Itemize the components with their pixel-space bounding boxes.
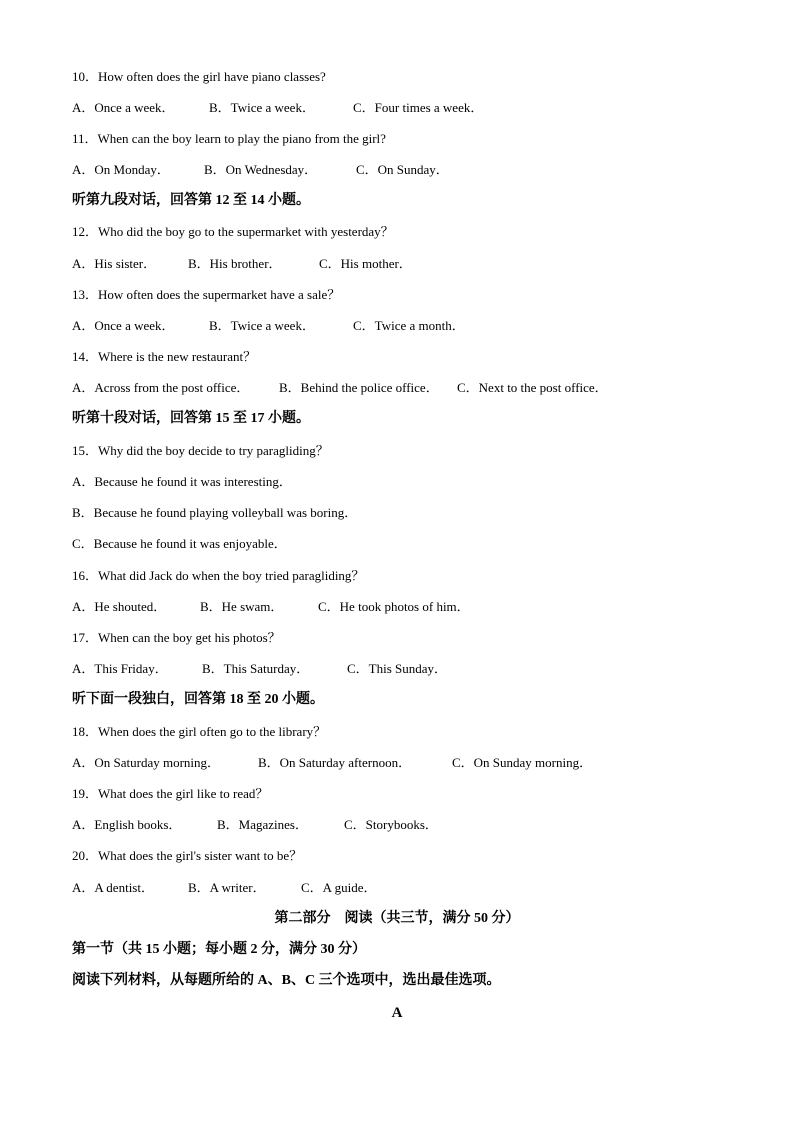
option-a: A．This Friday． xyxy=(72,661,168,676)
question-20: 20．What does the girl's sister want to be？ xyxy=(72,848,303,863)
option-b: B．On Wednesday． xyxy=(204,162,318,177)
option-c: C．Storybooks． xyxy=(344,817,438,832)
question-10: 10．How often does the girl have piano classes? xyxy=(72,69,326,84)
option-b: B．His brother． xyxy=(188,256,282,271)
question-15-option-b: B．Because he found playing volleyball was boring． xyxy=(72,505,358,520)
question-16: 16．What did Jack do when the boy tried paragliding？ xyxy=(72,568,365,583)
question-12-options xyxy=(72,255,412,273)
question-17: 17．When can the boy get his photos？ xyxy=(72,630,281,645)
option-b: B．On Saturday afternoon． xyxy=(258,755,412,770)
option-c: C．This Sunday． xyxy=(347,661,448,676)
option-c: C．Twice a month． xyxy=(353,318,465,333)
option-a: A．On Monday． xyxy=(72,162,170,177)
option-c: C．Four times a week． xyxy=(353,100,484,115)
part-two-title: 第二部分 阅读（共三节，满分 50 分） xyxy=(274,911,520,926)
question-20-options xyxy=(72,879,376,897)
option-b: B．Magazines． xyxy=(217,817,308,832)
question-13-options xyxy=(72,317,465,335)
option-a: A．On Saturday morning． xyxy=(72,755,221,770)
question-15-option-c: C．Because he found it was enjoyable． xyxy=(72,536,287,551)
question-15: 15．Why did the boy decide to try paragliding？ xyxy=(72,443,329,458)
question-19: 19．What does the girl like to read？ xyxy=(72,786,269,801)
section-heading-9: 听第九段对话，回答第 12 至 14 小题。 xyxy=(72,193,310,208)
question-12: 12．Who did the boy go to the supermarket with yesterday？ xyxy=(72,224,394,239)
option-a: A．His sister． xyxy=(72,256,157,271)
question-13: 13．How often does the supermarket have a sale？ xyxy=(72,287,341,302)
option-b: B．He swam． xyxy=(200,599,284,614)
option-b: B．Twice a week． xyxy=(209,100,315,115)
question-14-options xyxy=(72,379,608,397)
question-15-option-a: A．Because he found it was interesting． xyxy=(72,474,292,489)
question-18-options xyxy=(72,754,592,772)
option-a: A．English books． xyxy=(72,817,182,832)
option-c: C．Next to the post office． xyxy=(457,380,608,395)
part-two-instruction: 阅读下列材料，从每题所给的 A、B、C 三个选项中，选出最佳选项。 xyxy=(72,973,501,988)
question-18: 18．When does the girl often go to the library？ xyxy=(72,724,327,739)
option-a: A．Once a week． xyxy=(72,318,175,333)
question-16-options xyxy=(72,598,470,616)
option-b: B．Behind the police office． xyxy=(279,380,439,395)
question-14: 14．Where is the new restaurant？ xyxy=(72,349,257,364)
option-b: B．A writer． xyxy=(188,880,266,895)
option-c: C．He took photos of him． xyxy=(318,599,470,614)
option-a: A．He shouted． xyxy=(72,599,167,614)
section-heading-10: 听第十段对话，回答第 15 至 17 小题。 xyxy=(72,411,310,426)
option-b: B．This Saturday． xyxy=(202,661,310,676)
question-10-options xyxy=(72,99,483,117)
option-b: B．Twice a week． xyxy=(209,318,315,333)
passage-label: A xyxy=(391,1005,403,1021)
question-19-options xyxy=(72,816,438,834)
question-17-options xyxy=(72,660,447,678)
section-heading-monologue: 听下面一段独白，回答第 18 至 20 小题。 xyxy=(72,692,324,707)
question-11-options xyxy=(72,161,449,179)
option-c: C．A guide． xyxy=(301,880,377,895)
option-a: A．Across from the post office． xyxy=(72,380,250,395)
option-c: C．On Sunday． xyxy=(356,162,449,177)
part-two-section-one: 第一节（共 15 小题；每小题 2 分，满分 30 分） xyxy=(72,942,366,957)
option-a: A．A dentist． xyxy=(72,880,154,895)
option-c: C．On Sunday morning． xyxy=(452,755,593,770)
option-c: C．His mother． xyxy=(319,256,412,271)
option-a: A．Once a week． xyxy=(72,100,175,115)
question-11: 11．When can the boy learn to play the piano from the girl? xyxy=(72,131,386,146)
